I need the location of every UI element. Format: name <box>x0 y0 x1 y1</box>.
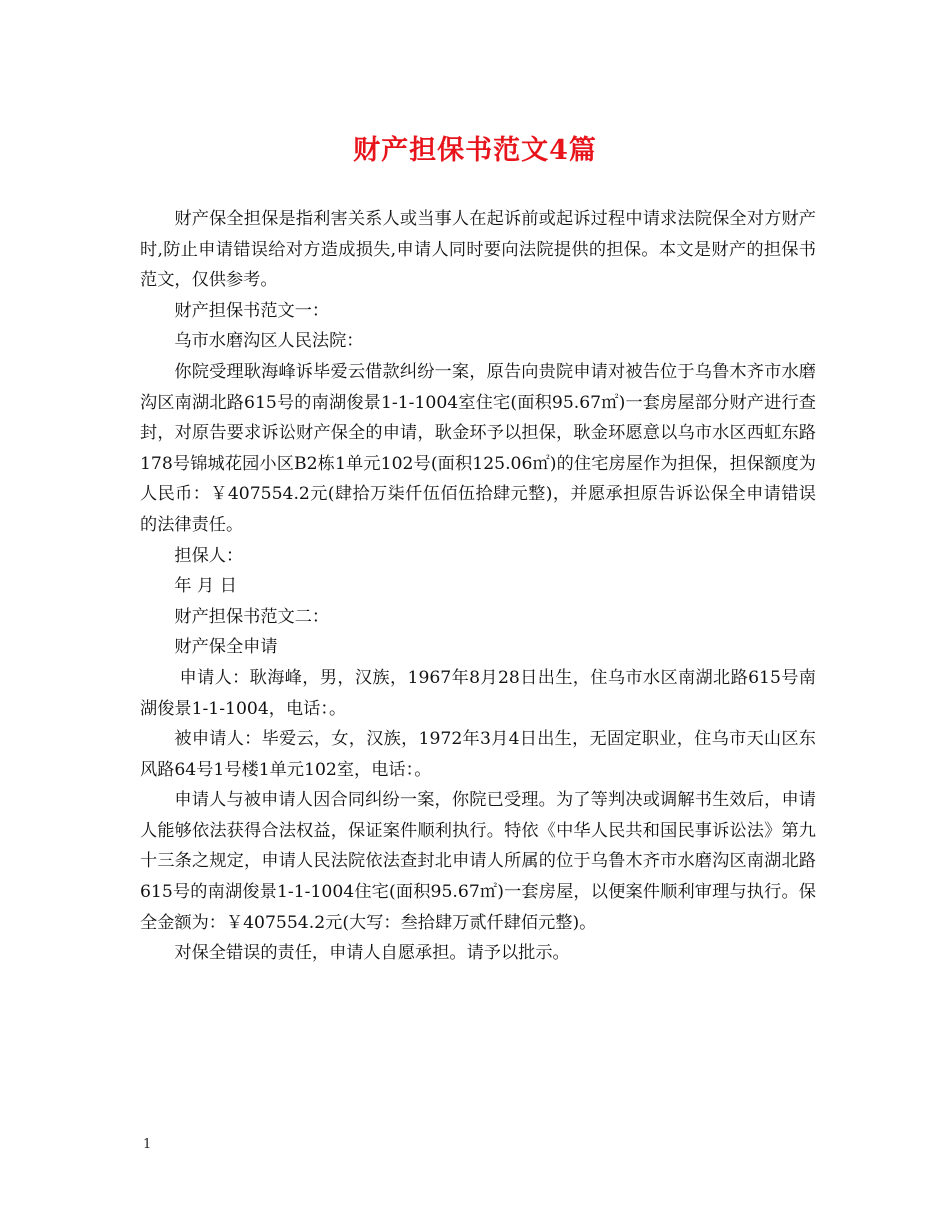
applicant-paragraph: 申请人：耿海峰，男，汉族，1967年8月28日出生，住乌市水区南湖北路615号南湖俊景1-1-1004，电话：。 <box>140 667 816 719</box>
section-heading-one: 财产担保书范文一： <box>174 300 330 321</box>
responsibility-paragraph: 对保全错误的责任，申请人自愿承担。请予以批示。 <box>174 943 570 964</box>
document-title: 财产担保书范文4篇 <box>353 135 597 166</box>
guarantor-line: 担保人： <box>174 545 244 566</box>
guarantee-paragraph: 你院受理耿海峰诉毕爱云借款纠纷一案，原告向贵院申请对被告位于乌鲁木齐市水磨沟区南湖北路615号的南湖俊景1-1-1004室住宅(面积95.67㎡)一套房屋部分财产进行查封，对原告要求诉讼财产保全的申请，耿金环予以担保，耿金环愿意以乌市水区西虹东路178号锦城花园小区B2栋1单元102号(面积125.06㎡)的住宅房屋作为担保，担保额度为人民币：￥407554.2元(肆拾万柒仟伍佰伍拾肆元整)，并愿承担原告诉讼保全申请错误的法律责任。 <box>140 361 816 535</box>
document-body <box>140 204 816 969</box>
intro-paragraph: 财产保全担保是指利害关系人或当事人在起诉前或起诉过程中请求法院保全对方财产时,防止申请错误给对方造成损失,申请人同时要向法院提供的担保。本文是财产的担保书范文，仅供参考。 <box>140 209 816 291</box>
page-number: 1 <box>143 1137 152 1152</box>
respondent-paragraph: 被申请人：毕爱云，女，汉族，1972年3月4日出生，无固定职业，住乌市天山区东风路64号1号楼1单元102室，电话：。 <box>140 729 816 780</box>
date-line: 年 月 日 <box>174 576 237 597</box>
section-heading-two: 财产担保书范文二： <box>174 606 330 627</box>
application-heading: 财产保全申请 <box>174 637 278 658</box>
addressee-line: 乌市水磨沟区人民法院： <box>174 331 364 352</box>
request-paragraph: 申请人与被申请人因合同纠纷一案，你院已受理。为了等判决或调解书生效后，申请人能够依法获得合法权益，保证案件顺利执行。特依《中华人民共和国民事诉讼法》第九十三条之规定，申请人民法院依法查封北申请人所属的位于乌鲁木齐市水磨沟区南湖北路615号的南湖俊景1-1-1004住宅(面积95.67㎡)一套房屋，以便案件顺利审理与执行。保全金额为：￥407554.2元(大写：叁拾肆万贰仟肆佰元整)。 <box>140 790 816 933</box>
